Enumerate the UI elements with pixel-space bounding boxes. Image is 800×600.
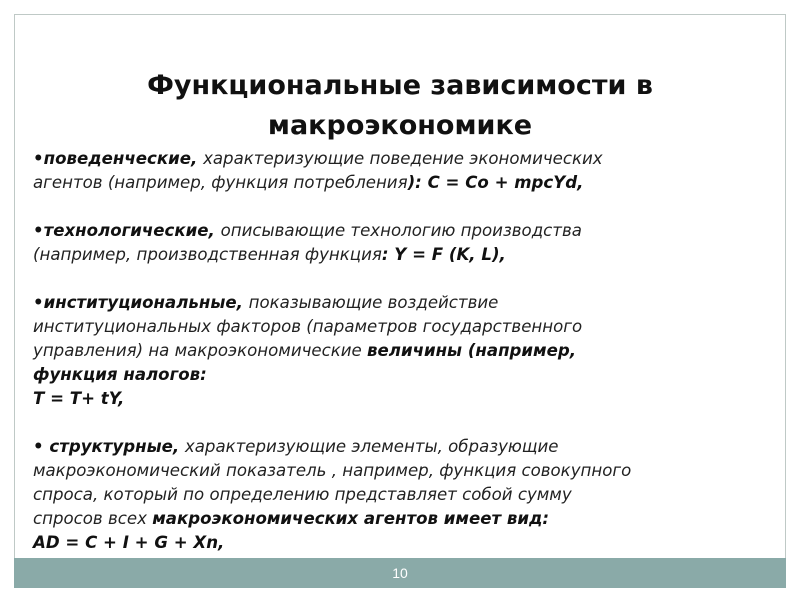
slide-body <box>33 147 773 555</box>
slide-title <box>0 66 800 146</box>
text-line <box>33 291 773 315</box>
emphasis-text: AD = C + I + G + Xn, <box>33 533 225 552</box>
body-text-segment: агентов (например, функция потребления <box>33 173 408 192</box>
list-item <box>33 435 773 555</box>
body-text-segment: характеризующие элементы, образующие <box>184 437 559 456</box>
text-line <box>33 219 773 243</box>
text-line <box>33 243 773 267</box>
emphasis-text: величины (например, <box>367 341 577 360</box>
list-item <box>33 219 773 267</box>
emphasis-text: •технологические, <box>33 221 221 240</box>
body-text-segment: спросов всех <box>33 509 153 528</box>
slide-title-line-2: макроэкономике <box>267 110 533 141</box>
text-line <box>33 483 773 507</box>
text-line <box>33 507 773 531</box>
emphasis-text: T = T+ tY, <box>33 389 125 408</box>
text-line <box>33 315 773 339</box>
emphasis-text: • структурные, <box>33 437 185 456</box>
emphasis-text: C = Co + mpcYd, <box>427 173 584 192</box>
text-line <box>33 387 773 411</box>
text-line <box>33 531 773 555</box>
slide-title-line-1: Функциональные зависимости в <box>147 70 653 101</box>
emphasis-text: : Y = F (K, L), <box>381 245 506 264</box>
text-line <box>33 339 773 363</box>
emphasis-text: •институциональные, <box>33 293 249 312</box>
list-item <box>33 147 773 195</box>
emphasis-text: •поведенческие, <box>33 149 204 168</box>
body-text-segment: описывающие технологию производства <box>220 221 582 240</box>
text-line <box>33 147 773 171</box>
list-item <box>33 291 773 411</box>
body-text-segment: институциональных факторов (параметров государственного <box>33 317 583 336</box>
emphasis-text: ): <box>407 173 428 192</box>
body-text-segment: макроэкономический показатель , например, функция совокупного <box>33 461 632 480</box>
body-text-segment: характеризующие поведение экономических <box>203 149 603 168</box>
text-line <box>33 363 773 387</box>
body-text-segment: спроса, который по определению представляет собой сумму <box>33 485 572 504</box>
emphasis-text: функция налогов: <box>33 365 207 384</box>
page-number: 10 <box>392 565 408 581</box>
footer-bar <box>14 558 786 588</box>
body-text-segment: показывающие воздействие <box>248 293 499 312</box>
emphasis-text: макроэкономических агентов имеет вид: <box>152 509 550 528</box>
text-line <box>33 459 773 483</box>
body-text-segment: управления) на макроэкономические <box>33 341 368 360</box>
text-line <box>33 171 773 195</box>
body-text-segment: (например, производственная функция <box>33 245 382 264</box>
text-line <box>33 435 773 459</box>
